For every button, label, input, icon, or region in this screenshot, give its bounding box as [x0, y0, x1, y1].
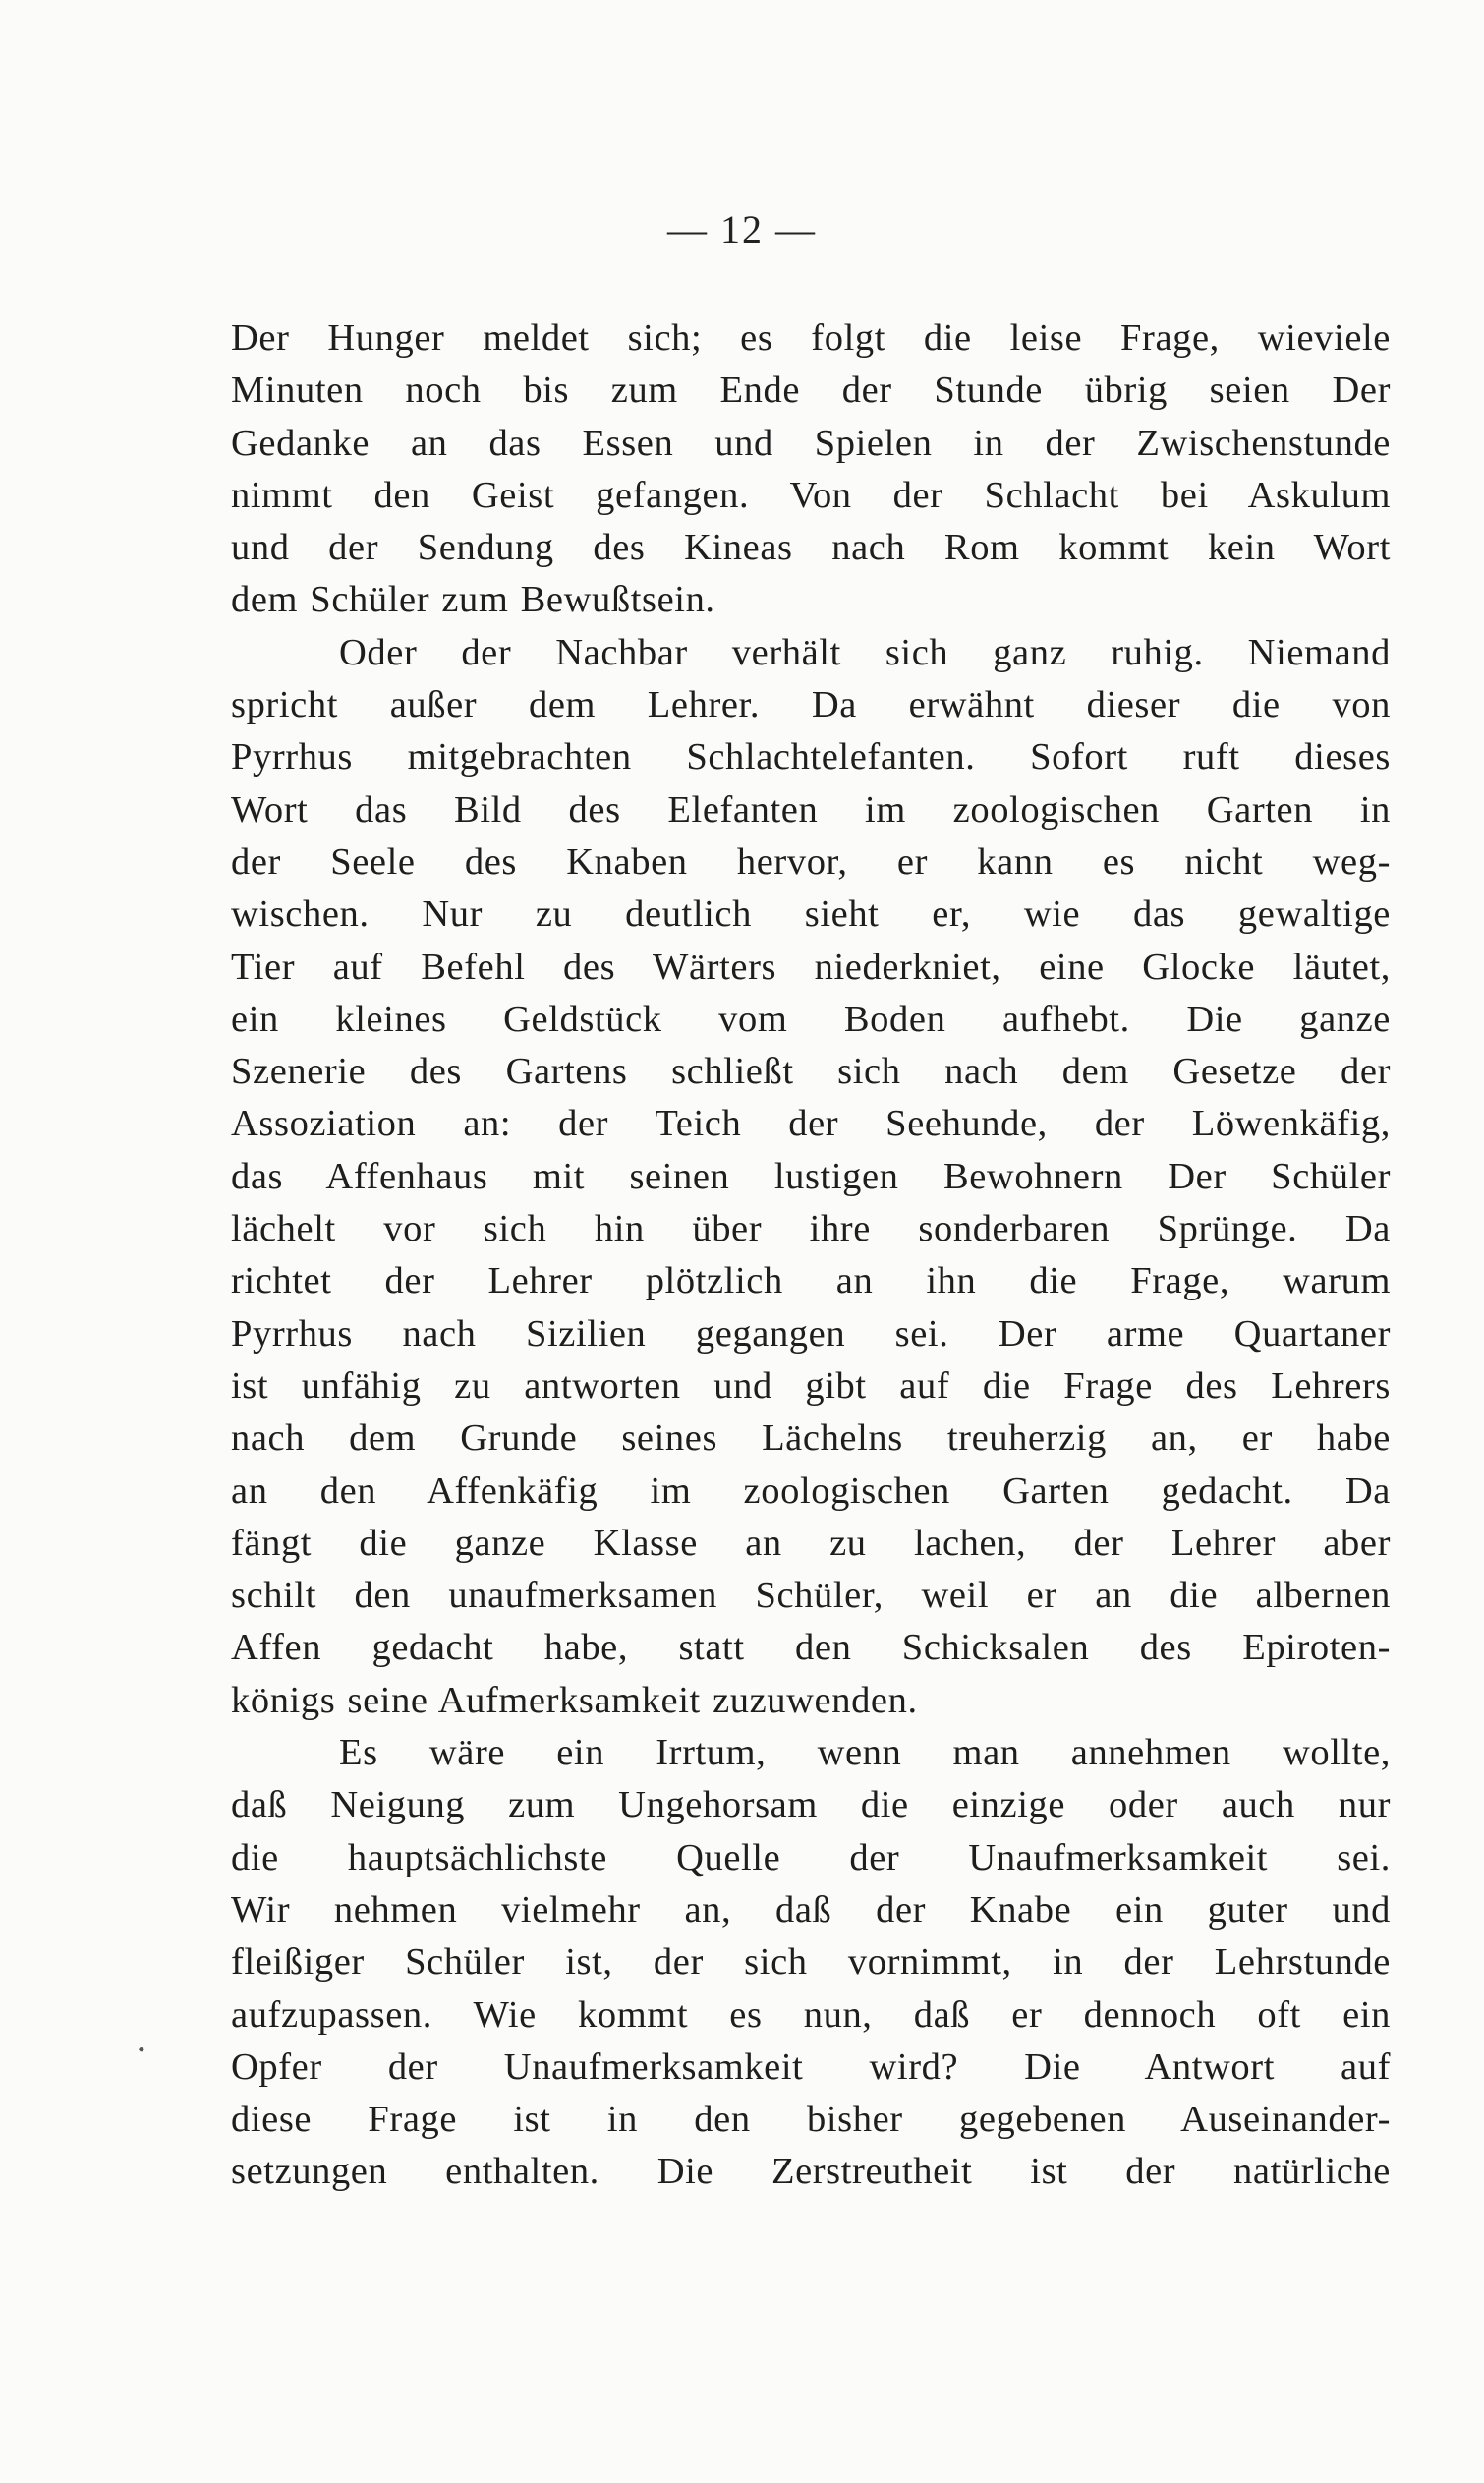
text-line: lächelt vor sich hin über ihre sonderbaren Sprünge. Da [231, 1208, 1391, 1250]
text-line: aufzupassen. Wie kommt es nun, daß er dennoch oft ein [231, 1993, 1391, 2036]
text-line: die hauptsächlichste Quelle der Unaufmerksamkeit sei. [231, 1836, 1391, 1878]
text-line: Szenerie des Gartens schließt sich nach dem Gesetze der [231, 1051, 1391, 1093]
text-line: ein kleines Geldstück vom Boden aufhebt. Die ganze [231, 998, 1391, 1040]
text-line: schilt den unaufmerksamen Schüler, weil er an die albernen [231, 1575, 1391, 1617]
text-line: daß Neigung zum Ungehorsam die einzige oder auch nur [231, 1784, 1391, 1826]
page-number: — 12 — [667, 207, 817, 252]
text-line: Gedanke an das Essen und Spielen in der Zwischenstunde [231, 422, 1391, 464]
text-line: an den Affenkäfig im zoologischen Garten gedacht. Da [231, 1470, 1391, 1512]
text-line: fleißiger Schüler ist, der sich vornimmt, in der Lehrstunde [231, 1941, 1391, 1984]
margin-mark: • [138, 2037, 145, 2061]
text-line: Assoziation an: der Teich der Seehunde, der Löwenkäfig, [231, 1103, 1391, 1145]
text-line: fängt die ganze Klasse an zu lachen, der Lehrer aber [231, 1522, 1391, 1564]
text-line: Opfer der Unaufmerksamkeit wird? Die Antwort auf [231, 2046, 1391, 2088]
text-line: und der Sendung des Kineas nach Rom kommt kein Wort [231, 527, 1391, 569]
text-line: richtet der Lehrer plötzlich an ihn die Frage, warum [231, 1260, 1391, 1302]
text-line: setzungen enthalten. Die Zerstreutheit ist der natürliche [231, 2151, 1391, 2193]
text-line: spricht außer dem Lehrer. Da erwähnt dieser die von [231, 684, 1391, 726]
text-line: diese Frage ist in den bisher gegebenen Auseinander- [231, 2099, 1391, 2141]
text-line: nimmt den Geist gefangen. Von der Schlacht bei Askulum [231, 474, 1391, 516]
text-line: Pyrrhus mitgebrachten Schlachtelefanten. Sofort ruft dieses [231, 736, 1391, 779]
text-line: das Affenhaus mit seinen lustigen Bewohnern Der Schüler [231, 1155, 1391, 1197]
text-line: ist unfähig zu antworten und gibt auf die Frage des Lehrers [231, 1364, 1391, 1407]
text-line: wischen. Nur zu deutlich sieht er, wie das gewaltige [231, 894, 1391, 936]
text-line: königs seine Aufmerksamkeit zuzuwenden. [231, 1679, 918, 1721]
text-line: Oder der Nachbar verhält sich ganz ruhig. Niemand [339, 631, 1391, 673]
text-line: Minuten noch bis zum Ende der Stunde übrig seien Der [231, 370, 1391, 412]
text-line: Der Hunger meldet sich; es folgt die leise Frage, wieviele [231, 318, 1391, 359]
text-line: dem Schüler zum Bewußtsein. [231, 579, 715, 621]
text-line: Pyrrhus nach Sizilien gegangen sei. Der arme Quartaner [231, 1312, 1391, 1355]
text-line: Wir nehmen vielmehr an, daß der Knabe ein guter und [231, 1888, 1391, 1931]
body-text [231, 313, 1391, 2199]
text-line: der Seele des Knaben hervor, er kann es nicht weg- [231, 840, 1391, 883]
text-line: Tier auf Befehl des Wärters niederkniet, eine Glocke läutet, [231, 946, 1391, 988]
text-line: Es wäre ein Irrtum, wenn man annehmen wollte, [339, 1732, 1391, 1774]
text-line: Wort das Bild des Elefanten im zoologischen Garten in [231, 788, 1391, 831]
text-line: Affen gedacht habe, statt den Schicksalen des Epiroten- [231, 1627, 1391, 1669]
text-line: nach dem Grunde seines Lächelns treuherzig an, er habe [231, 1417, 1391, 1460]
